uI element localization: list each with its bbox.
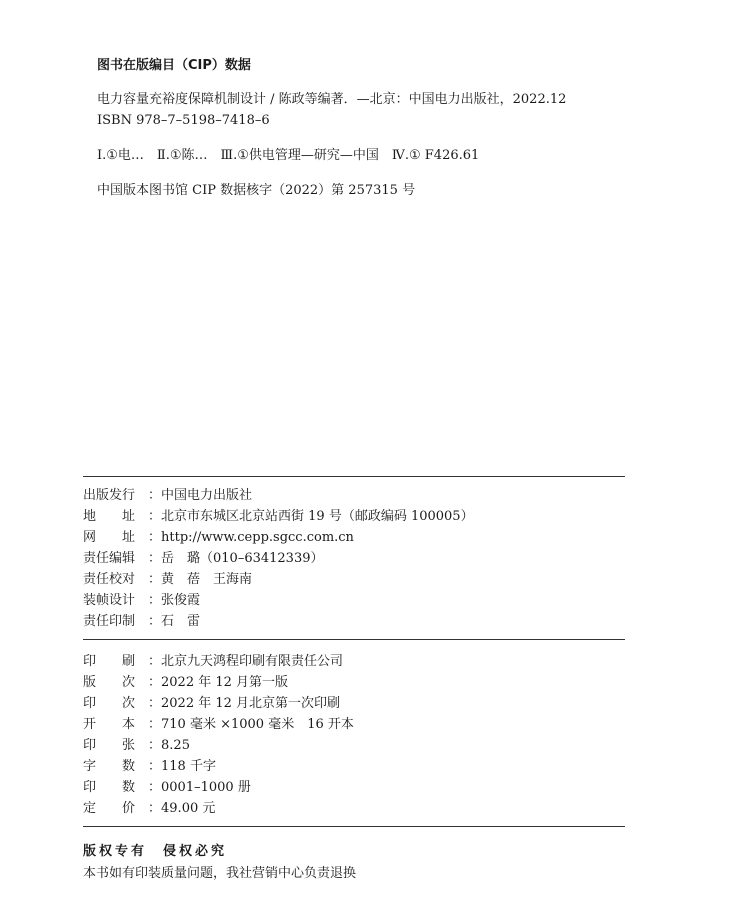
print-row-word-count: 字 数 ：118 千字 — [83, 759, 216, 774]
info-label: 责任编辑 — [83, 551, 136, 566]
print-value: 0001–1000 册 — [161, 780, 251, 795]
info-value: 北京市东城区北京站西街 19 号（邮政编码 100005） — [161, 509, 474, 524]
info-value: 岳 璐（010–63412339） — [161, 551, 324, 566]
info-row-address: 地 址 ：北京市东城区北京站西街 19 号（邮政编码 100005） — [83, 509, 474, 524]
cip-isbn: ISBN 978–7–5198–7418–6 — [97, 113, 270, 128]
rights-notice: 版权专有 侵权必究 — [83, 844, 228, 859]
info-value: 张俊霞 — [161, 593, 201, 608]
return-notice: 本书如有印装质量问题，我社营销中心负责退换 — [83, 866, 357, 881]
cip-classification: Ⅰ.①电… Ⅱ.①陈… Ⅲ.①供电管理—研究—中国 Ⅳ.① F426.61 — [97, 148, 480, 163]
print-label: 字 数 — [83, 759, 136, 774]
info-row-print-supervisor: 责任印制 ：石 雷 — [83, 614, 201, 629]
print-label: 版 次 — [83, 675, 136, 690]
info-label: 责任校对 — [83, 572, 136, 587]
print-label: 定 价 — [83, 801, 136, 816]
info-value: http://www.cepp.sgcc.com.cn — [161, 530, 354, 545]
info-value: 中国电力出版社 — [161, 488, 253, 503]
print-row-price: 定 价 ：49.00 元 — [83, 801, 216, 816]
info-value: 黄 蓓 王海南 — [161, 572, 253, 587]
print-value: 118 千字 — [161, 759, 216, 774]
info-label: 地 址 — [83, 509, 136, 524]
print-label: 印 张 — [83, 738, 136, 753]
info-label: 装帧设计 — [83, 593, 136, 608]
print-label: 开 本 — [83, 717, 136, 732]
print-row-impression: 印 次 ：2022 年 12 月北京第一次印刷 — [83, 696, 341, 711]
info-label: 责任印制 — [83, 614, 136, 629]
divider-middle — [83, 639, 625, 640]
print-value: 49.00 元 — [161, 801, 216, 816]
info-row-proofreader: 责任校对 ：黄 蓓 王海南 — [83, 572, 253, 587]
print-row-edition: 版 次 ：2022 年 12 月第一版 — [83, 675, 289, 690]
info-value: 石 雷 — [161, 614, 201, 629]
print-label: 印 次 — [83, 696, 136, 711]
info-row-designer: 装帧设计 ：张俊霞 — [83, 593, 201, 608]
cip-library-record: 中国版本图书馆 CIP 数据核字（2022）第 257315 号 — [97, 183, 416, 198]
print-value: 北京九天鸿程印刷有限责任公司 — [161, 654, 344, 669]
info-row-editor: 责任编辑 ：岳 璐（010–63412339） — [83, 551, 324, 566]
info-label: 出版发行 — [83, 488, 136, 503]
print-value: 2022 年 12 月第一版 — [161, 675, 289, 690]
divider-bottom — [83, 826, 625, 827]
print-value: 710 毫米 ×1000 毫米 16 开本 — [161, 717, 354, 732]
divider-top — [83, 476, 625, 477]
print-label: 印 刷 — [83, 654, 136, 669]
print-row-printer: 印 刷 ：北京九天鸿程印刷有限责任公司 — [83, 654, 344, 669]
cip-heading: 图书在版编目（CIP）数据 — [97, 58, 251, 73]
print-value: 2022 年 12 月北京第一次印刷 — [161, 696, 341, 711]
print-row-print-run: 印 数 ：0001–1000 册 — [83, 780, 251, 795]
cip-title-line: 电力容量充裕度保障机制设计 / 陈政等编著．—北京：中国电力出版社，2022.12 — [97, 92, 567, 107]
info-row-website: 网 址 ：http://www.cepp.sgcc.com.cn — [83, 530, 354, 545]
info-row-publisher: 出版发行 ：中国电力出版社 — [83, 488, 253, 503]
print-label: 印 数 — [83, 780, 136, 795]
print-row-format: 开 本 ：710 毫米 ×1000 毫米 16 开本 — [83, 717, 354, 732]
print-value: 8.25 — [161, 738, 190, 753]
info-label: 网 址 — [83, 530, 136, 545]
print-row-sheets: 印 张 ：8.25 — [83, 738, 190, 753]
